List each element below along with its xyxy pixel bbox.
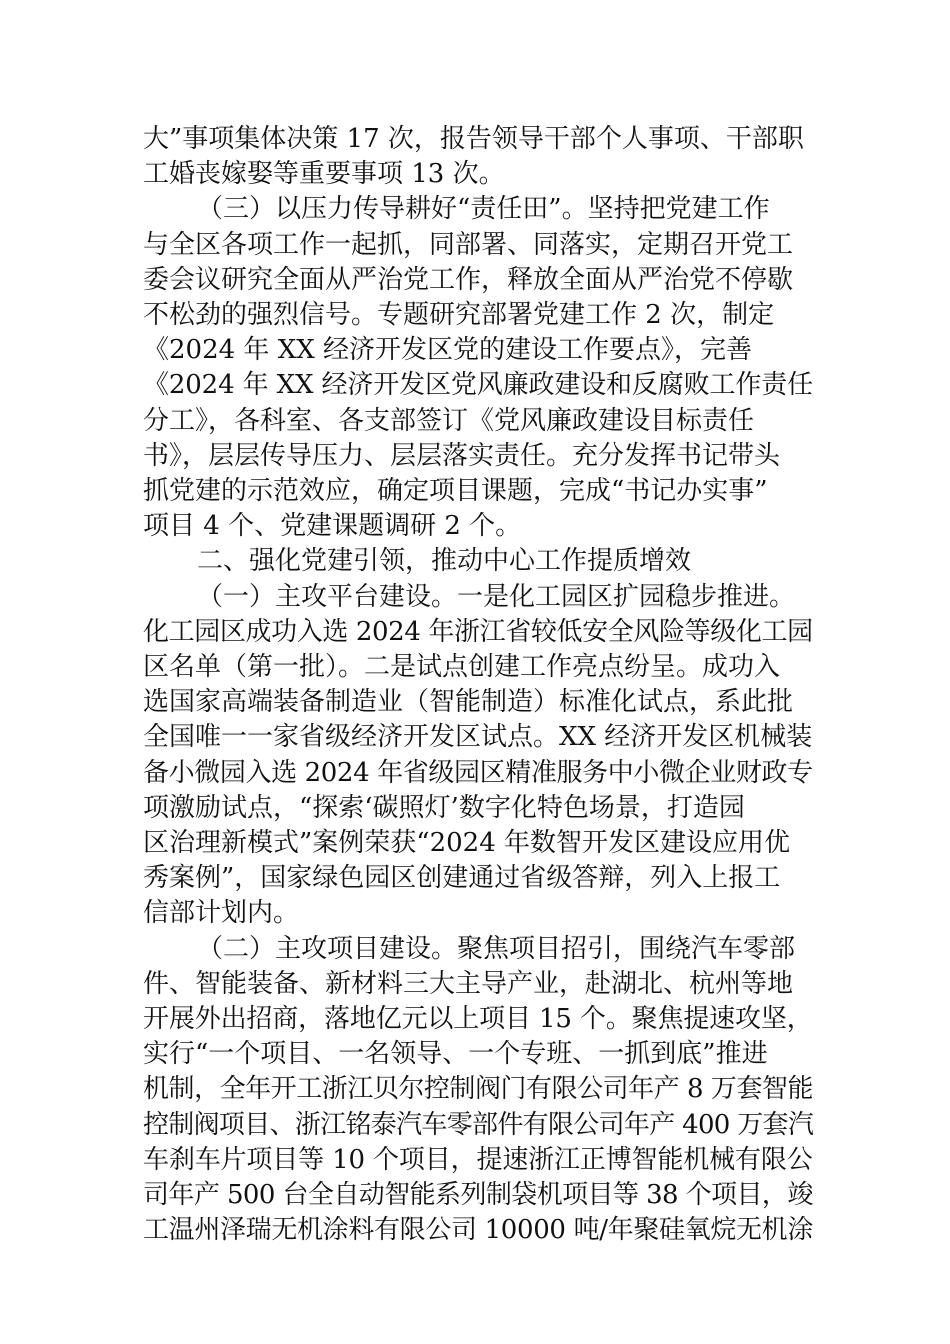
text-line: 区名单（第一批）。二是试点创建工作亮点纷呈。成功入 — [143, 652, 781, 682]
text-line: 控制阀项目、浙江铭泰汽车零部件有限公司年产 400 万套汽 — [143, 1110, 813, 1140]
text-line: 与全区各项工作一起抓，同部署、同落实，定期召开党工 — [143, 230, 794, 260]
text-line: 件、智能装备、新材料三大主导产业，赴湖北、杭州等地 — [143, 969, 794, 999]
text-line: 实行“一个项目、一名领导、一个专班、一抓到底”推进 — [143, 1039, 768, 1069]
text-line: 书》，层层传导压力、层层落实责任。充分发挥书记带头 — [143, 441, 781, 471]
text-line: 分工》，各科室、各支部签订《党风廉政建设目标责任 — [143, 406, 755, 436]
text-line: 全国唯一一家省级经济开发区试点。XX 经济开发区机械装 — [143, 722, 813, 752]
text-line: 抓党建的示范效应，确定项目课题，完成“书记办实事” — [143, 476, 768, 506]
text-line: 二、强化党建引领，推动中心工作提质增效 — [197, 546, 692, 576]
text-line: 不松劲的强烈信号。专题研究部署党建工作 2 次，制定 — [143, 300, 775, 330]
text-line: 区治理新模式”案例荣获“2024 年数智开发区建设应用优 — [143, 828, 791, 858]
text-line: 车刹车片项目等 10 个项目，提速浙江正博智能机械有限公 — [143, 1145, 813, 1175]
text-line: 选国家高端装备制造业（智能制造）标准化试点，系此批 — [143, 687, 794, 717]
text-line: 司年产 500 台全自动智能系列制袋机项目等 38 个项目，竣 — [143, 1180, 813, 1210]
text-line: 化工园区成功入选 2024 年浙江省较低安全风险等级化工园 — [143, 617, 813, 647]
text-line: （二）主攻项目建设。聚焦项目招引，围绕汽车零部 — [197, 934, 796, 964]
text-line: 委会议研究全面从严治党工作，释放全面从严治党不停歇 — [143, 265, 794, 295]
text-line: （一）主攻平台建设。一是化工园区扩园稳步推进。 — [197, 582, 796, 612]
text-line: 《2024 年 XX 经济开发区党的建设工作要点》，完善 — [143, 335, 752, 365]
text-line: 信部计划内。 — [143, 898, 300, 928]
text-line: 开展外出招商，落地亿元以上项目 15 个。聚焦提速攻坚， — [143, 1004, 813, 1034]
text-line: 项目 4 个、党建课题调研 2 个。 — [143, 511, 522, 541]
text-line: 《2024 年 XX 经济开发区党风廉政建设和反腐败工作责任 — [143, 370, 813, 400]
text-line: 备小微园入选 2024 年省级园区精准服务中小微企业财政专 — [143, 758, 813, 788]
text-line: 工温州泽瑞无机涂料有限公司 10000 吨/年聚硅氧烷无机涂 — [143, 1215, 813, 1245]
text-line: 秀案例”，国家绿色园区创建通过省级答辩，列入上报工 — [143, 863, 781, 893]
text-line: 项激励试点，“探索‘碳照灯’数字化特色场景，打造园 — [143, 793, 745, 823]
text-line: 大”事项集体决策 17 次，报告领导干部个人事项、干部职 — [143, 124, 804, 154]
text-line: 工婚丧嫁娶等重要事项 13 次。 — [143, 159, 505, 189]
text-line: （三）以压力传导耕好“责任田”。坚持把党建工作 — [197, 194, 770, 224]
text-line: 机制，全年开工浙江贝尔控制阀门有限公司年产 8 万套智能 — [143, 1074, 813, 1104]
